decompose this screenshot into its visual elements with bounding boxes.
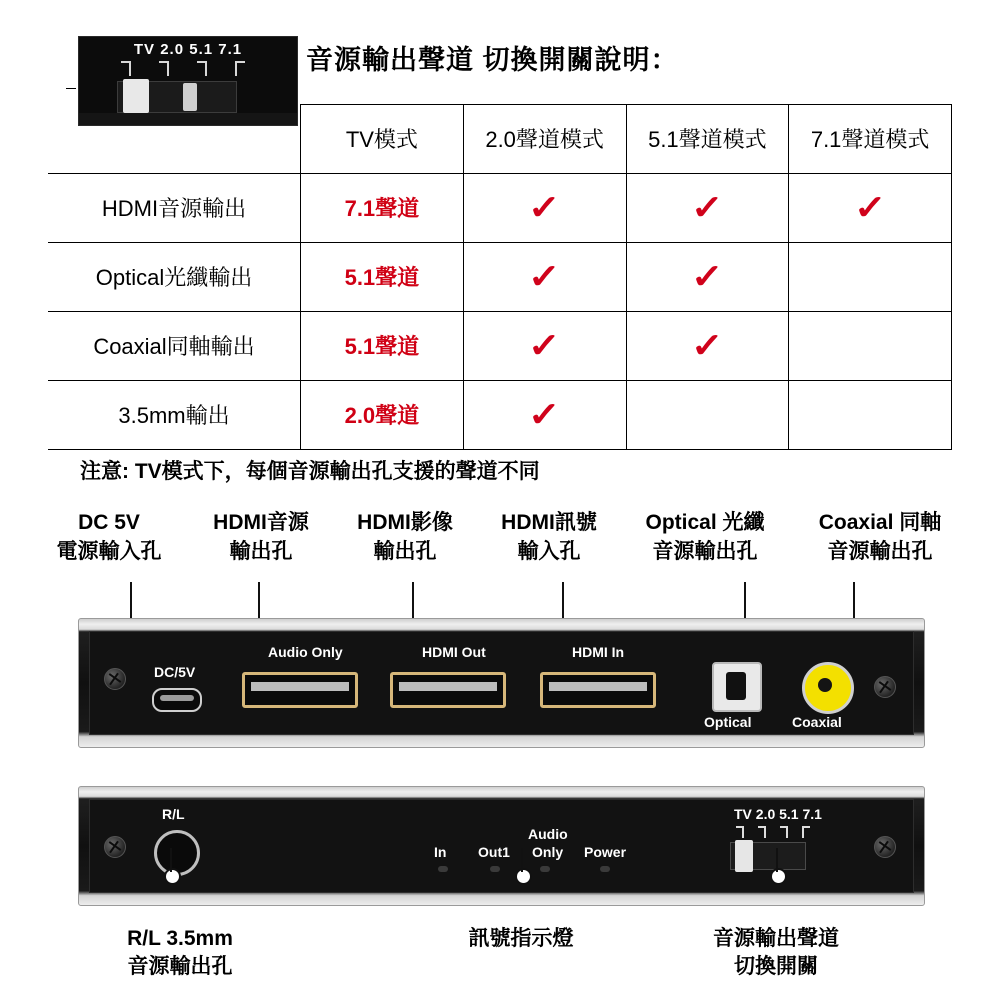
back-panel: [78, 786, 925, 906]
page-title: 音源輸出聲道 切換開關說明：: [306, 45, 679, 75]
label-power: Power: [584, 844, 627, 860]
row-label-35mm: 3.5mm輸出: [48, 380, 301, 449]
leader-switch: [776, 848, 778, 872]
hdmi-port-inner: [399, 682, 497, 691]
callout-hdmi-video-out-line1: HDMI影像: [357, 511, 453, 534]
table-header-row: [48, 105, 952, 174]
cell-hdmi-71: [789, 173, 952, 242]
callout-dc5v: [24, 508, 194, 566]
check-icon: ✓: [528, 326, 562, 365]
callout-coaxial: [790, 508, 970, 566]
cell-hdmi-20: [463, 173, 626, 242]
cell-35mm-71: [789, 380, 952, 449]
check-icon: ✓: [853, 188, 887, 227]
check-icon: ✓: [690, 257, 724, 296]
screw-icon: [104, 668, 126, 690]
usb-c-power-port[interactable]: [152, 688, 202, 712]
led-in: [438, 866, 448, 872]
switch-photo-scale-label: TV 2.0 5.1 7.1: [133, 41, 243, 58]
hdmi-in-port[interactable]: [540, 672, 656, 708]
photo-bracket: [66, 88, 76, 89]
hdmi-audio-out-port[interactable]: [242, 672, 358, 708]
back-panel-face: [89, 799, 914, 893]
label-only: Only: [532, 844, 564, 860]
table-header-tv: TV模式: [301, 105, 464, 174]
cell-optical-51: [626, 242, 789, 311]
callout-hdmi-audio-out-line1: HDMI音源: [213, 511, 309, 534]
label-audio-only: Audio Only: [268, 644, 343, 660]
callout-hdmi-in-line1: HDMI訊號: [501, 511, 597, 534]
hdmi-port-inner: [549, 682, 647, 691]
callout-rl-jack-line1: R/L 3.5mm: [127, 927, 233, 950]
table-row: [48, 242, 952, 311]
screw-icon: [874, 836, 896, 858]
check-icon: ✓: [690, 326, 724, 365]
callout-hdmi-video-out: [330, 508, 480, 566]
hdmi-video-out-port[interactable]: [390, 672, 506, 708]
cell-coaxial-51: [626, 311, 789, 380]
callout-coaxial-line2: 音源輸出孔: [827, 540, 933, 563]
cell-optical-71: [789, 242, 952, 311]
table-corner-cell: [48, 105, 301, 174]
callout-optical-line1: Optical 光纖: [645, 511, 765, 534]
usb-c-inner: [160, 695, 194, 701]
callout-rl-jack-line2: 音源輸出孔: [127, 955, 233, 978]
check-icon: ✓: [690, 188, 724, 227]
label-in: In: [434, 844, 447, 860]
row-label-coaxial: Coaxial同軸輸出: [48, 311, 301, 380]
cell-coaxial-20: [463, 311, 626, 380]
label-hdmi-in: HDMI In: [572, 644, 625, 660]
callout-switch: [690, 925, 862, 981]
label-rl: R/L: [162, 806, 185, 822]
cell-optical-tv: 5.1聲道: [301, 242, 464, 311]
led-audio-only: [540, 866, 550, 872]
coaxial-port[interactable]: [802, 662, 854, 714]
callout-hdmi-audio-out: [186, 508, 336, 566]
cell-optical-20: [463, 242, 626, 311]
coaxial-hole: [818, 678, 832, 692]
callout-optical: [620, 508, 790, 566]
callout-hdmi-in: [474, 508, 624, 566]
check-icon: ✓: [528, 188, 562, 227]
front-panel-face: [89, 631, 914, 735]
table-note: 注意: TV模式下，每個音源輸出孔支援的聲道不同: [80, 460, 540, 483]
led-power: [600, 866, 610, 872]
label-out1: Out1: [478, 844, 510, 860]
leader-dot-leds: [515, 868, 532, 885]
label-coaxial: Coaxial: [792, 714, 842, 730]
callout-coaxial-line1: Coaxial 同軸: [818, 511, 942, 534]
channel-mode-switch[interactable]: [730, 842, 806, 870]
cell-35mm-51: [626, 380, 789, 449]
screw-icon: [104, 836, 126, 858]
channel-mode-switch-knob[interactable]: [735, 840, 753, 872]
callout-leds: [436, 925, 606, 953]
cell-35mm-20: [463, 380, 626, 449]
optical-slot: [726, 672, 746, 700]
leader-leds: [521, 848, 523, 872]
label-dc5v: DC/5V: [154, 664, 196, 680]
table-row: [48, 380, 952, 449]
callout-hdmi-video-out-line2: 輸出孔: [373, 540, 437, 563]
table-header-51: 5.1聲道模式: [626, 105, 789, 174]
table-header-71: 7.1聲道模式: [789, 105, 952, 174]
leader-dot-rl-jack: [164, 868, 181, 885]
callout-switch-line1: 音源輸出聲道: [713, 927, 839, 950]
channel-mode-table: [48, 104, 952, 450]
led-out1: [490, 866, 500, 872]
callout-rl-jack: [90, 925, 270, 981]
label-hdmi-out: HDMI Out: [422, 644, 486, 660]
callout-hdmi-audio-out-line2: 輸出孔: [229, 540, 293, 563]
cell-coaxial-tv: 5.1聲道: [301, 311, 464, 380]
optical-port[interactable]: [712, 662, 762, 712]
switch-ticks: [736, 826, 810, 838]
label-switch-scale: TV 2.0 5.1 7.1: [734, 806, 822, 822]
cell-35mm-tv: 2.0聲道: [301, 380, 464, 449]
hdmi-port-inner: [251, 682, 349, 691]
leader-dot-switch: [770, 868, 787, 885]
callout-leds-line1: 訊號指示燈: [468, 927, 574, 950]
callout-dc5v-line1: DC 5V: [78, 511, 140, 534]
switch-explanation-section: [0, 0, 1000, 490]
row-label-hdmi: HDMI音源輸出: [48, 173, 301, 242]
label-optical: Optical: [704, 714, 752, 730]
callout-switch-line2: 切換開關: [734, 955, 818, 978]
row-label-optical: Optical光纖輸出: [48, 242, 301, 311]
label-audio: Audio: [528, 826, 568, 842]
cell-hdmi-tv: 7.1聲道: [301, 173, 464, 242]
leader-rl-jack: [170, 848, 172, 872]
callout-dc5v-line2: 電源輸入孔: [56, 540, 162, 563]
table-row: [48, 173, 952, 242]
check-icon: ✓: [528, 395, 562, 434]
cell-coaxial-71: [789, 311, 952, 380]
check-icon: ✓: [528, 257, 562, 296]
table-header-20: 2.0聲道模式: [463, 105, 626, 174]
screw-icon: [874, 676, 896, 698]
switch-photo-ticks: [121, 61, 251, 77]
callout-optical-line2: 音源輸出孔: [652, 540, 758, 563]
front-panel: [78, 618, 925, 748]
callout-hdmi-in-line2: 輸入孔: [517, 540, 581, 563]
table-row: [48, 311, 952, 380]
front-callouts: [0, 508, 1000, 574]
cell-hdmi-51: [626, 173, 789, 242]
